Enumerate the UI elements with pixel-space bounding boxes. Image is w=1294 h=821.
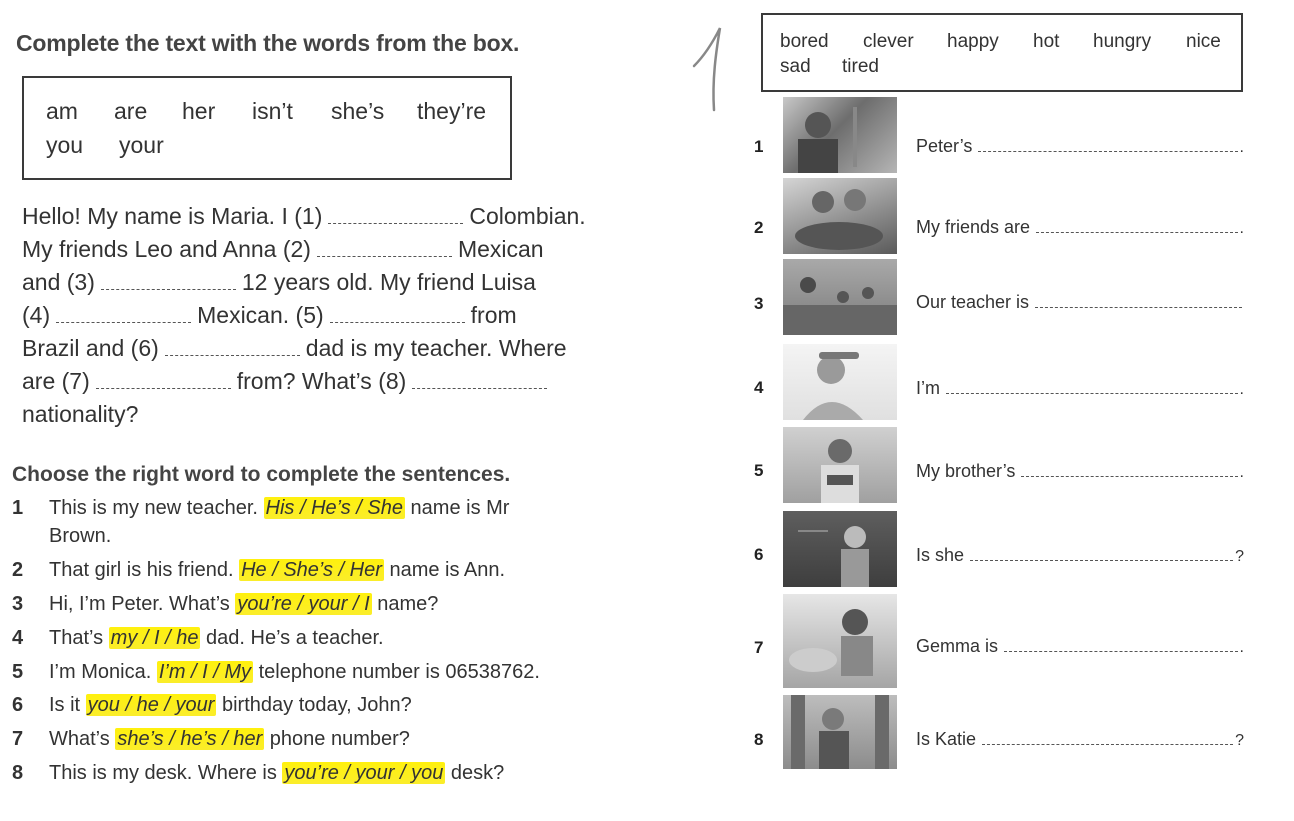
paragraph-text: from: [470, 302, 517, 328]
word-box-b: [761, 13, 1243, 92]
answer-blank[interactable]: [1004, 637, 1238, 652]
sentence-stem: My friends are: [916, 217, 1031, 237]
item-number: 5: [754, 461, 764, 480]
adjective-sentence: [916, 729, 1244, 750]
sentence-text: [49, 497, 509, 520]
sentence-part: Hi, I’m Peter. What’s: [49, 593, 236, 615]
item-number: 3: [754, 294, 764, 313]
sentence-part: Is it: [49, 694, 86, 716]
paragraph-text: nationality?: [22, 401, 139, 427]
paragraph-text: dad is my teacher. Where: [305, 335, 567, 361]
sentence-end-punctuation: .: [1239, 139, 1244, 156]
word-box-item: isn’t: [252, 98, 293, 124]
paragraph-line: [22, 368, 553, 395]
sentence-part: I’m Monica.: [49, 661, 157, 683]
answer-blank[interactable]: [317, 254, 452, 257]
word-box-item: happy: [947, 31, 999, 52]
sentence-end-punctuation: ?: [1235, 548, 1244, 565]
paragraph-line: [22, 401, 138, 428]
sentence-text: [49, 627, 384, 650]
paragraph-line: [22, 269, 536, 296]
sentence-part: birthday today, John?: [216, 694, 412, 716]
sentence-part: This is my new teacher.: [49, 497, 264, 519]
word-box-item: are: [114, 98, 148, 124]
sentence-number: 4: [12, 627, 24, 649]
sentence-text: [49, 593, 438, 616]
answer-blank[interactable]: [165, 353, 300, 356]
sentence-text: [49, 694, 412, 717]
sentence-end-punctuation: .: [1239, 220, 1244, 237]
item-number: 7: [754, 638, 764, 657]
word-box-a: [22, 76, 512, 180]
adjective-sentence: [916, 461, 1244, 482]
item-number: 8: [754, 730, 764, 749]
paragraph-text: from? What’s (8): [236, 368, 407, 394]
word-box-item: they’re: [417, 98, 487, 124]
adjective-sentence: [916, 217, 1244, 238]
highlighted-choice[interactable]: He / She’s / Her: [241, 559, 382, 581]
item-number: 4: [754, 378, 764, 397]
sentence-part: telephone number is 06538762.: [253, 661, 540, 683]
sentence-stem: Gemma is: [916, 636, 999, 656]
sentence-text: [49, 525, 111, 548]
paragraph-text: Colombian.: [469, 203, 586, 229]
answer-blank[interactable]: [1021, 462, 1237, 477]
sentence-number: 6: [12, 694, 24, 716]
sentence-part: That girl is his friend.: [49, 559, 240, 581]
word-box-item: sad: [780, 56, 811, 77]
highlighted-choice[interactable]: you’re / your / I: [237, 593, 370, 615]
paragraph-line: [22, 335, 567, 362]
answer-blank[interactable]: [412, 386, 547, 389]
photo-hot-man: [783, 344, 897, 420]
answer-blank[interactable]: [1035, 293, 1242, 308]
answer-blank[interactable]: [96, 386, 231, 389]
word-box-item: hungry: [1093, 31, 1152, 52]
word-box-item: she’s: [331, 98, 385, 124]
paragraph-text: My friends Leo and Anna (2): [22, 236, 311, 262]
sentence-end-punctuation: .: [1239, 381, 1244, 398]
item-number: 1: [754, 137, 764, 156]
answer-blank[interactable]: [978, 137, 1237, 152]
sentence-text: [49, 762, 504, 785]
highlighted-choice[interactable]: you’re / your / you: [284, 762, 444, 784]
sentence-end-punctuation: .: [1239, 464, 1244, 481]
paragraph-text: Mexican: [457, 236, 544, 262]
sentence-number: 8: [12, 762, 24, 784]
sentence-part: name?: [371, 593, 439, 615]
word-box-item: tired: [842, 56, 879, 77]
sentence-text: [49, 661, 540, 684]
highlighted-choice[interactable]: His / He’s / She: [265, 497, 403, 519]
sentence-part: dad. He’s a teacher.: [200, 627, 384, 649]
word-box-item: clever: [863, 31, 914, 52]
sentence-text: [49, 559, 505, 582]
word-box-item: her: [182, 98, 216, 124]
sentence-number: 7: [12, 728, 24, 750]
highlighted-choice[interactable]: I’m / I / My: [158, 661, 252, 683]
paragraph-text: (4): [22, 302, 51, 328]
item-number: 6: [754, 545, 764, 564]
sentence-part: That’s: [49, 627, 109, 649]
sentence-part: desk?: [445, 762, 505, 784]
adjective-sentence: [916, 545, 1244, 566]
paragraph-text: Brazil and (6): [22, 335, 159, 361]
photo-brother-clever: [783, 427, 897, 503]
paragraph-text: are (7): [22, 368, 90, 394]
sentence-stem: Is she: [916, 545, 965, 565]
paragraph-text: Hello! My name is Maria. I (1): [22, 203, 323, 229]
sentence-stem: Is Katie: [916, 729, 977, 749]
highlighted-choice[interactable]: you / he / your: [87, 694, 215, 716]
answer-blank[interactable]: [946, 379, 1238, 394]
paragraph-text: 12 years old. My friend Luisa: [241, 269, 536, 295]
answer-blank[interactable]: [1036, 218, 1238, 233]
sentence-number: 1: [12, 497, 24, 519]
answer-blank[interactable]: [970, 546, 1233, 561]
answer-blank[interactable]: [328, 221, 463, 224]
paragraph-text: Mexican. (5): [197, 302, 324, 328]
sentence-part: This is my desk. Where is: [49, 762, 283, 784]
word-box-item: nice: [1186, 31, 1221, 52]
sentence-stem: Our teacher is: [916, 292, 1030, 312]
sentence-part: Brown.: [49, 525, 112, 547]
word-box-item: hot: [1033, 31, 1060, 52]
word-box-item: you: [46, 132, 84, 158]
sentence-end-punctuation: .: [1239, 639, 1244, 656]
highlighted-choice[interactable]: she’s / he’s / her: [117, 728, 263, 750]
exercise-b-title: Choose the right word to complete the sentences.: [12, 463, 511, 486]
paragraph-line: [22, 203, 586, 230]
sentence-number: 2: [12, 559, 24, 581]
sentence-end-punctuation: ?: [1235, 732, 1244, 749]
sentence-stem: My brother’s: [916, 461, 1016, 481]
photo-boy-bored: [783, 97, 897, 173]
paragraph-line: [22, 236, 544, 263]
adjective-sentence: [916, 292, 1244, 313]
photo-friends: [783, 178, 897, 254]
sentence-stem: I’m: [916, 378, 940, 398]
highlighted-choice[interactable]: my / I / he: [110, 627, 199, 649]
sentence-stem: Peter’s: [916, 136, 973, 156]
sentence-text: [49, 728, 410, 751]
word-box-item: your: [119, 132, 164, 158]
answer-blank[interactable]: [56, 320, 191, 323]
answer-blank[interactable]: [982, 730, 1233, 745]
sentence-part: What’s: [49, 728, 116, 750]
sentence-part: name is Mr: [405, 497, 510, 519]
sentence-part: phone number?: [264, 728, 410, 750]
sentence-number: 3: [12, 593, 24, 615]
answer-blank[interactable]: [330, 320, 465, 323]
photo-gemma-hungry: [783, 594, 897, 688]
handwritten-number-one: [690, 22, 730, 117]
exercise-a-title: Complete the text with the words from the box.: [16, 30, 520, 56]
answer-blank[interactable]: [101, 287, 236, 290]
adjective-sentence: [916, 136, 1244, 157]
paragraph-line: [22, 302, 517, 329]
adjective-sentence: [916, 378, 1244, 399]
sentence-number: 5: [12, 661, 24, 683]
adjective-sentence: [916, 636, 1244, 657]
photo-katie: [783, 695, 897, 769]
word-box-item: am: [46, 98, 78, 124]
sentence-part: name is Ann.: [383, 559, 506, 581]
item-number: 2: [754, 218, 764, 237]
paragraph-text: and (3): [22, 269, 95, 295]
photo-classroom: [783, 259, 897, 335]
word-box-item: bored: [780, 31, 829, 52]
photo-girl-blackboard: [783, 511, 897, 587]
